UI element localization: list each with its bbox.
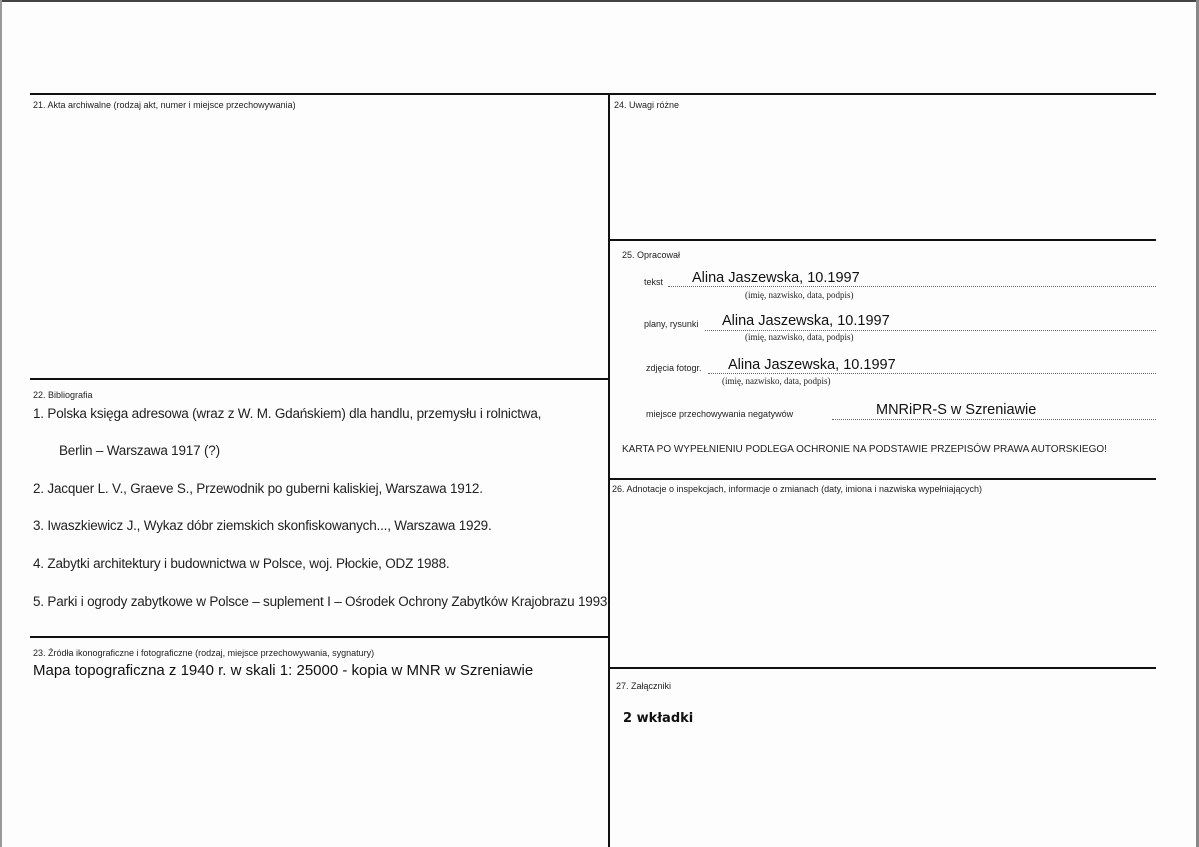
zdjecia-label: zdjęcia fotogr. [646, 363, 702, 373]
plany-label: plany, rysunki [644, 319, 699, 329]
tekst-value: Alina Jaszewska, 10.1997 [692, 270, 860, 286]
section-22-label: 22. Bibliografia [33, 390, 93, 400]
zdjecia-hint: (imię, nazwisko, data, podpis) [722, 376, 831, 386]
bibliography-item-2: 2. Jacquer L. V., Graeve S., Przewodnik po guberni kaliskiej, Warszawa 1912. [33, 481, 483, 496]
copyright-notice: KARTA PO WYPEŁNIENIU PODLEGA OCHRONIE NA PODSTAWIE PRZEPISÓW PRAWA AUTORSKIEGO! [622, 444, 1107, 455]
bibliography-item-3: 3. Iwaszkiewicz J., Wykaz dóbr ziemskich skonfiskowanych..., Warszawa 1929. [33, 518, 492, 533]
rule-21-22 [30, 378, 610, 380]
tekst-label: tekst [644, 277, 664, 287]
negatives-label: miejsce przechowywania negatywów [646, 409, 794, 419]
top-rule [30, 93, 1156, 95]
bibliography-item-4: 4. Zabytki architektury i budownictwa w Polsce, woj. Płockie, ODZ 1988. [33, 556, 450, 571]
section-24-label: 24. Uwagi różne [614, 100, 680, 110]
rule-22-23 [30, 636, 610, 638]
section-25-label: 25. Opracował [622, 250, 681, 260]
plany-value: Alina Jaszewska, 10.1997 [722, 313, 890, 329]
plany-hint: (imię, nazwisko, data, podpis) [745, 332, 854, 342]
center-divider [608, 93, 610, 847]
zdjecia-underline [708, 373, 1156, 374]
negatives-underline [832, 419, 1156, 420]
negatives-value: MNRiPR-S w Szreniawie [876, 402, 1037, 418]
section-23-value: Mapa topograficzna z 1940 r. w skali 1: 25000 - kopia w MNR w Szreniawie [33, 662, 534, 679]
bibliography-item-1-continued: Berlin – Warszawa 1917 (?) [59, 443, 220, 458]
rule-24-25 [608, 239, 1156, 241]
section-26-label: 26. Adnotacje o inspekcjach, informacje o zmianach (daty, imiona i nazwiska wypełniających) [612, 484, 983, 494]
rule-26-27 [608, 667, 1156, 669]
attachments-value: 2 wkładki [623, 711, 694, 726]
section-21-label: 21. Akta archiwalne (rodzaj akt, numer i miejsce przechowywania) [33, 100, 296, 110]
rule-25-26 [608, 478, 1156, 480]
bibliography-item-1: 1. Polska księga adresowa (wraz z W. M. Gdańskiem) dla handlu, przemysłu i rolnictwa, [33, 406, 542, 421]
bibliography-item-5: 5. Parki i ogrody zabytkowe w Polsce – suplement I – Ośrodek Ochrony Zabytków Krajobrazu 1993. [33, 594, 611, 609]
tekst-underline [668, 286, 1156, 287]
tekst-hint: (imię, nazwisko, data, podpis) [745, 290, 854, 300]
plany-underline [705, 330, 1156, 331]
section-27-label: 27. Załączniki [616, 681, 672, 691]
zdjecia-value: Alina Jaszewska, 10.1997 [728, 357, 896, 373]
section-23-label: 23. Źródła ikonograficzne i fotograficzne (rodzaj, miejsce przechowywania, sygnatury) [33, 648, 375, 658]
